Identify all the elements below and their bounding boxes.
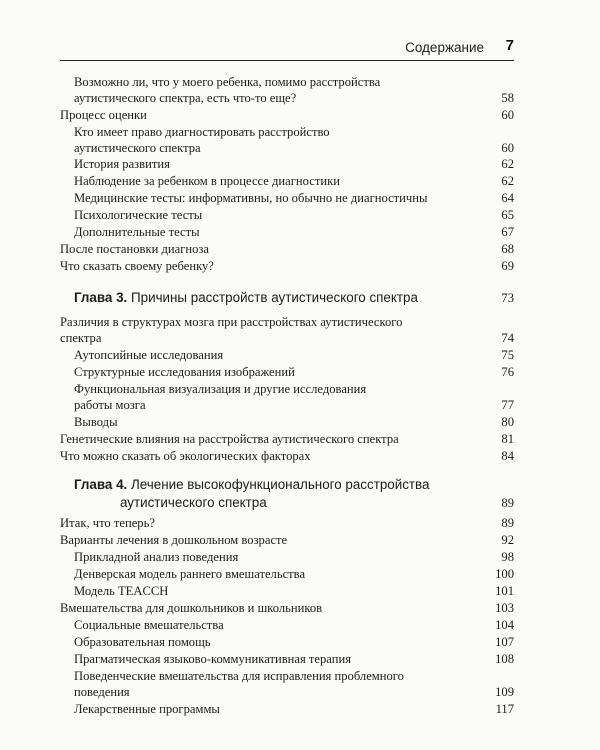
toc-entry-title: Образовательная помощь — [74, 635, 211, 649]
toc-entry-page: 108 — [495, 652, 514, 666]
toc-entry — [60, 599, 514, 617]
toc-entry-title: История развития — [74, 157, 170, 171]
toc-entry-title: Денверская модель раннего вмешательства — [74, 567, 306, 581]
toc-entry — [60, 329, 514, 347]
toc-entry-title: Медицинские тесты: информативны, но обычно не диагностичны — [74, 191, 428, 205]
toc-entry-page: 100 — [495, 567, 514, 581]
toc-entry-title: Выводы — [74, 415, 118, 429]
toc-entry — [60, 106, 514, 124]
toc-entry-title: Психологические тесты — [74, 208, 203, 222]
toc-entry-title: Генетические влияния на расстройства аутистического спектра — [60, 432, 399, 446]
toc-entry-title: Поведенческие вмешательства для исправления проблемного — [74, 669, 404, 683]
toc-entry-page: 84 — [501, 449, 514, 463]
chapter-page: 89 — [501, 496, 514, 510]
toc-entry — [60, 240, 514, 258]
header-title: Содержание — [405, 40, 484, 55]
toc-entry-page: 104 — [495, 618, 514, 632]
toc-entry — [60, 257, 514, 275]
toc-entry-title: спектра — [60, 331, 102, 345]
toc-entry-page: 75 — [501, 348, 514, 362]
toc-entry-title: поведения — [74, 685, 130, 699]
toc-entry — [60, 565, 514, 583]
chapter-page: 73 — [501, 291, 514, 305]
toc-entry — [60, 514, 514, 532]
toc-entry — [60, 633, 514, 651]
toc-entry-title: Функциональная визуализация и другие исследования — [74, 382, 367, 396]
toc-entry-page: 58 — [501, 91, 514, 105]
toc-entry-page: 60 — [501, 108, 514, 122]
toc-entry-page: 60 — [501, 141, 514, 155]
toc-entry-title: Кто имеет право диагностировать расстройство — [74, 125, 330, 139]
toc-entry-page: 80 — [501, 415, 514, 429]
toc-entry-page: 98 — [501, 550, 514, 564]
chapter-label: Глава 3. — [74, 290, 128, 305]
toc-entry-title: Возможно ли, что у моего ребенка, помимо расстройства — [74, 75, 381, 89]
toc-entry — [60, 616, 514, 634]
toc-entry-title: Прикладной анализ поведения — [74, 550, 239, 564]
toc-entry — [60, 700, 514, 718]
toc-entry-page: 76 — [501, 365, 514, 379]
toc-entry-page: 67 — [501, 225, 514, 239]
toc-entry-title: Социальные вмешательства — [74, 618, 224, 632]
toc-entry-page: 103 — [495, 601, 514, 615]
toc-entry — [60, 189, 514, 207]
chapter-title-continued: аутистического спектра — [120, 495, 267, 510]
toc-entry-page: 62 — [501, 174, 514, 188]
toc-entry-title: Прагматическая языково-коммуникативная терапия — [74, 652, 351, 666]
toc-entry-title: Процесс оценки — [60, 108, 147, 122]
toc-entry-page: 68 — [501, 242, 514, 256]
toc-entry-page: 92 — [501, 533, 514, 547]
toc-entry — [60, 531, 514, 549]
toc-entry — [60, 346, 514, 364]
chapter-label: Глава 4. — [74, 477, 128, 492]
toc-entry-page: 77 — [501, 398, 514, 412]
toc-entry-page: 107 — [495, 635, 514, 649]
toc-entry-title: аутистического спектра — [74, 141, 201, 155]
toc-entry-title: Различия в структурах мозга при расстройствах аутистического — [60, 315, 403, 329]
toc-entry — [60, 650, 514, 668]
toc-entry — [60, 447, 514, 465]
chapter-title-text: Причины расстройств аутистического спектра — [131, 290, 418, 305]
toc-entry-title: Лекарственные программы — [74, 702, 220, 716]
toc-entry — [60, 548, 514, 566]
toc-entry — [60, 683, 514, 701]
toc-entry-page: 69 — [501, 259, 514, 273]
toc-entry-title: Варианты лечения в дошкольном возрасте — [60, 533, 288, 547]
chapter-heading — [60, 476, 514, 512]
toc-entry — [60, 172, 514, 190]
toc-entry-title: работы мозга — [74, 398, 146, 412]
toc-entry-title: Что сказать своему ребенку? — [60, 259, 214, 273]
toc-entry-page: 62 — [501, 157, 514, 171]
chapter-heading — [60, 289, 514, 307]
toc-entry-title: Наблюдение за ребенком в процессе диагностики — [74, 174, 340, 188]
toc-entry-title: Дополнительные тесты — [74, 225, 200, 239]
toc-entry-title: Структурные исследования изображений — [74, 365, 295, 379]
toc-entry — [60, 223, 514, 241]
toc-entry-page: 65 — [501, 208, 514, 222]
toc-entry-title: После постановки диагноза — [60, 242, 209, 256]
toc-entry-title: Что можно сказать об экологических факторах — [60, 449, 311, 463]
toc-entry — [60, 413, 514, 431]
toc-entry-page: 89 — [501, 516, 514, 530]
toc-entry-title: Итак, что теперь? — [60, 516, 155, 530]
toc-entry-title: Аутопсийные исследования — [74, 348, 224, 362]
toc-entry-title: аутистического спектра, есть что-то еще? — [74, 91, 297, 105]
toc-entry-title: Вмешательства для дошкольников и школьников — [60, 601, 323, 615]
toc-entry — [60, 155, 514, 173]
toc-entry — [60, 396, 514, 414]
toc-entry-page: 117 — [495, 702, 514, 716]
toc-entry-page: 101 — [495, 584, 514, 598]
toc-entry-page: 109 — [495, 685, 514, 699]
chapter-title — [74, 476, 429, 494]
toc-entry — [60, 430, 514, 448]
toc-entry — [60, 582, 514, 600]
toc-entry — [60, 89, 514, 107]
toc-entry — [60, 363, 514, 381]
header-page-number: 7 — [505, 37, 514, 54]
toc-entry-title: Модель TEACCH — [74, 584, 169, 598]
chapter-title-text: Лечение высокофункционального расстройства — [131, 477, 430, 492]
toc-entry-page: 74 — [501, 331, 514, 345]
toc-entry-page: 81 — [501, 432, 514, 446]
chapter-title — [74, 289, 418, 307]
toc-entry-page: 64 — [501, 191, 514, 205]
toc-entry — [60, 206, 514, 224]
